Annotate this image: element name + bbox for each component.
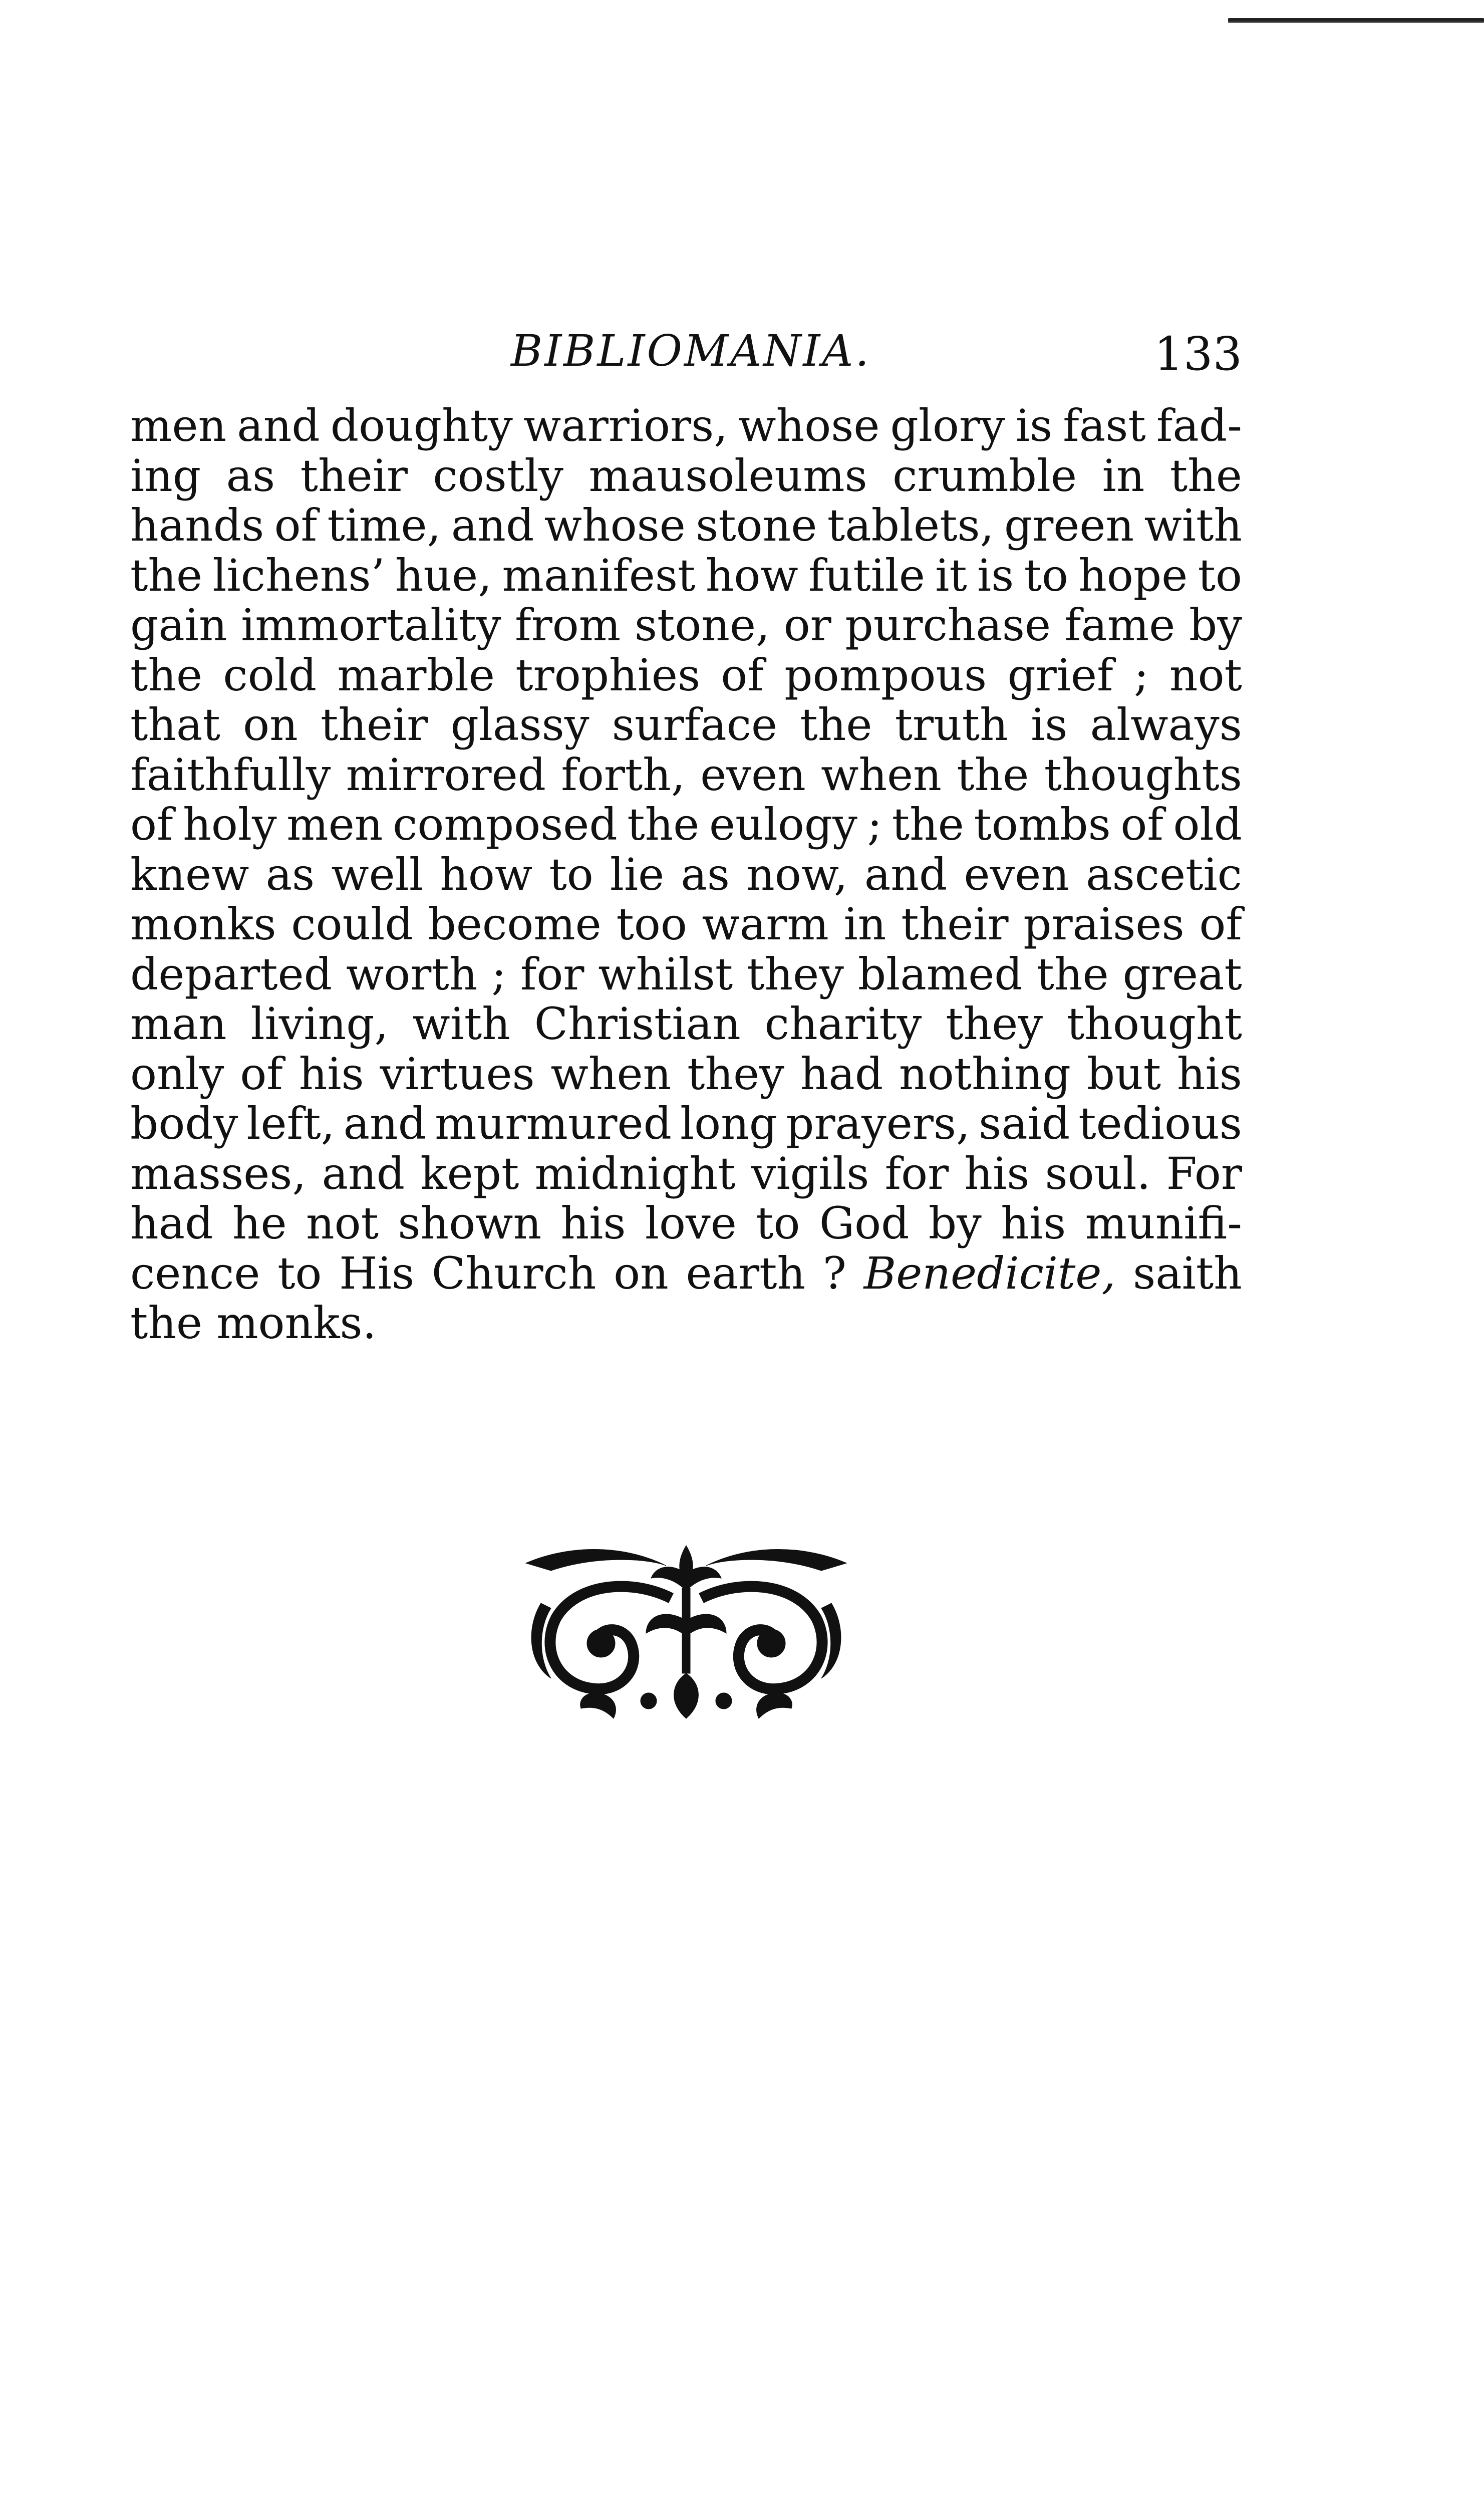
word: grief <box>1007 649 1113 701</box>
word: God <box>819 1197 910 1249</box>
word: glory <box>890 400 1005 451</box>
word: the <box>130 1297 217 1349</box>
word: kept <box>420 1147 519 1199</box>
floral-tailpiece-ornament <box>521 1543 851 1723</box>
word: cence <box>130 1247 260 1299</box>
word: even <box>700 748 806 801</box>
word: hands <box>130 499 264 551</box>
word: is <box>1031 699 1068 750</box>
word: glassy <box>450 699 589 750</box>
word: on <box>614 1247 669 1299</box>
word: charity <box>764 998 922 1050</box>
word: whilst <box>598 948 733 1000</box>
word: with <box>412 998 510 1050</box>
word: trophies <box>515 649 701 701</box>
word: man <box>130 998 227 1050</box>
word: stone <box>696 499 817 551</box>
word: ; <box>491 948 506 1000</box>
word: faithfully <box>130 748 331 801</box>
word: had <box>130 1197 213 1249</box>
text-line <box>130 500 1242 551</box>
word: how <box>440 848 533 900</box>
word: become <box>428 898 602 950</box>
text-line <box>130 800 1242 850</box>
word: it <box>935 549 967 601</box>
word: and <box>864 848 948 900</box>
word: old <box>1173 799 1242 850</box>
word: when <box>550 1048 672 1100</box>
word: always <box>1090 699 1242 750</box>
word: His <box>339 1247 415 1299</box>
word: worth <box>346 948 478 1000</box>
word: great <box>1122 948 1242 1000</box>
word: they <box>946 998 1043 1050</box>
word: of <box>721 649 764 701</box>
word: love <box>645 1197 737 1249</box>
word: costly <box>433 449 564 502</box>
word: the <box>800 699 872 750</box>
word: from <box>515 599 621 651</box>
word: their <box>321 699 428 750</box>
word: is <box>1015 400 1053 451</box>
word: on <box>243 699 298 750</box>
word: tablets, <box>827 499 994 551</box>
word: as <box>265 848 315 900</box>
word: cold <box>223 649 317 701</box>
word: praises <box>1023 898 1184 950</box>
word: ; <box>867 799 882 850</box>
top-edge-rule <box>1228 18 1484 23</box>
word: composed <box>393 799 618 850</box>
word: Church <box>431 1247 597 1299</box>
word: truth <box>895 699 1008 750</box>
word: stone, <box>634 599 770 651</box>
word: his <box>1001 1197 1066 1249</box>
word: for <box>884 1147 949 1199</box>
word: men <box>130 400 227 451</box>
word: to <box>1024 549 1068 601</box>
word: crumble <box>893 449 1077 502</box>
word: his <box>560 1197 626 1249</box>
text-line <box>130 451 1242 501</box>
word: the <box>130 649 203 701</box>
word: nothing <box>899 1048 1071 1100</box>
word: had <box>800 1048 883 1100</box>
word: of <box>1199 898 1242 950</box>
word: pompous <box>784 649 987 701</box>
word: the <box>1036 948 1109 1000</box>
word: to <box>756 1197 800 1249</box>
word: and <box>237 400 320 451</box>
text-line <box>130 551 1242 601</box>
word: gain <box>130 599 227 651</box>
word: when <box>821 748 942 801</box>
word: the <box>130 549 203 601</box>
word: well <box>331 848 424 900</box>
text-line <box>130 600 1242 650</box>
word: manifest <box>502 549 696 601</box>
word: of <box>274 499 318 551</box>
word: and <box>322 1147 405 1199</box>
page-number: 133 <box>1154 327 1242 381</box>
word: thoughts <box>1044 748 1242 801</box>
word: his <box>964 1147 1030 1199</box>
word: earth <box>686 1247 806 1299</box>
word: men <box>286 799 383 850</box>
word: surface <box>612 699 778 750</box>
word: eulogy <box>709 799 857 850</box>
word: only <box>130 1048 224 1100</box>
word: marble <box>337 649 495 701</box>
text-line <box>130 1198 1242 1248</box>
word: departed <box>130 948 333 1000</box>
word: as <box>226 449 275 502</box>
text-line <box>130 899 1242 949</box>
word: but <box>1086 1048 1161 1100</box>
word: could <box>291 898 413 950</box>
word: to <box>1198 549 1242 601</box>
word: to <box>277 1247 322 1299</box>
body-text <box>130 401 1242 1348</box>
text-line <box>130 650 1242 700</box>
word: purchase <box>845 599 1051 651</box>
word: forth, <box>561 748 685 801</box>
word: their <box>300 449 408 502</box>
word: not <box>306 1197 379 1249</box>
word: with <box>1144 499 1242 551</box>
word: blamed <box>857 948 1023 1000</box>
word: said <box>979 1098 1070 1149</box>
word: holy <box>183 799 277 850</box>
text-line <box>130 1248 1242 1299</box>
word: they <box>687 1048 784 1100</box>
word: monks. <box>216 1297 377 1349</box>
word: by <box>1189 599 1242 651</box>
word: their <box>901 898 1009 950</box>
text-line <box>130 850 1242 900</box>
word: to <box>549 848 593 900</box>
word: in <box>843 898 886 950</box>
word: ; <box>1133 649 1149 701</box>
word: saith <box>1133 1247 1242 1299</box>
word: munifi- <box>1085 1197 1242 1249</box>
word: for <box>520 948 584 1000</box>
word: mausoleums <box>588 449 867 502</box>
word: ? <box>822 1247 846 1299</box>
text-line <box>130 750 1242 800</box>
word: green <box>1004 499 1134 551</box>
word: and <box>451 499 534 551</box>
word: fast <box>1063 400 1146 451</box>
word: he <box>232 1197 287 1249</box>
word: knew <box>130 848 249 900</box>
word: warriors, <box>523 400 728 451</box>
text-line-last <box>130 1298 1242 1348</box>
word: soul. <box>1045 1147 1151 1199</box>
word: or <box>783 599 831 651</box>
running-title: BIBLIOMANIA. <box>511 326 871 376</box>
word: the <box>627 799 700 850</box>
word: body <box>130 1098 238 1149</box>
text-line <box>130 949 1242 999</box>
word: ing <box>130 449 201 502</box>
word: and <box>343 1098 427 1149</box>
text-line <box>130 1149 1242 1199</box>
word: whose <box>544 499 686 551</box>
word: futile <box>808 549 925 601</box>
word: doughty <box>330 400 513 451</box>
word: of <box>130 799 173 850</box>
word: the <box>1169 449 1242 502</box>
word: thought <box>1066 998 1242 1050</box>
word: of <box>240 1048 283 1100</box>
word: his <box>299 1048 364 1100</box>
word: the <box>892 799 964 850</box>
word: whose <box>738 400 880 451</box>
text-line <box>130 1049 1242 1099</box>
word: time, <box>327 499 441 551</box>
word: too <box>616 898 687 950</box>
word: as <box>681 848 730 900</box>
word: For <box>1166 1147 1242 1199</box>
text-line <box>130 1099 1242 1149</box>
word: hue, <box>395 549 492 601</box>
word: hope <box>1078 549 1188 601</box>
word: living, <box>250 998 389 1050</box>
word: is <box>977 549 1014 601</box>
word: vigils <box>751 1147 869 1199</box>
word: long <box>680 1098 778 1149</box>
text-line <box>130 700 1242 750</box>
word: lie <box>610 848 665 900</box>
word: left, <box>246 1098 335 1149</box>
word: the <box>957 748 1029 801</box>
word: they <box>747 948 844 1000</box>
word: ascetic <box>1086 848 1242 900</box>
running-head <box>130 321 1242 381</box>
word: fad- <box>1156 400 1242 451</box>
word: now, <box>746 848 848 900</box>
word: in <box>1102 449 1145 502</box>
word: prayers, <box>786 1098 971 1149</box>
word: murmured <box>435 1098 672 1149</box>
word: immortality <box>241 599 501 651</box>
word: even <box>964 848 1070 900</box>
word: masses, <box>130 1147 307 1199</box>
word: tedious <box>1078 1098 1242 1149</box>
word: shown <box>398 1197 542 1249</box>
word: virtues <box>380 1048 535 1100</box>
text-line <box>130 999 1242 1049</box>
word: Christian <box>534 998 741 1050</box>
word: of <box>1120 799 1163 850</box>
word: mirrored <box>346 748 546 801</box>
word: by <box>928 1197 982 1249</box>
word: lichens’ <box>212 549 385 601</box>
word: midnight <box>534 1147 736 1199</box>
word: how <box>705 549 798 601</box>
word: Benedicite, <box>863 1247 1116 1299</box>
word: his <box>1176 1048 1242 1100</box>
word: warm <box>702 898 829 950</box>
word: fame <box>1064 599 1175 651</box>
word: that <box>130 699 220 750</box>
text-line <box>130 401 1242 451</box>
word: tombs <box>974 799 1111 850</box>
word: monks <box>130 898 276 950</box>
word: not <box>1169 649 1242 701</box>
